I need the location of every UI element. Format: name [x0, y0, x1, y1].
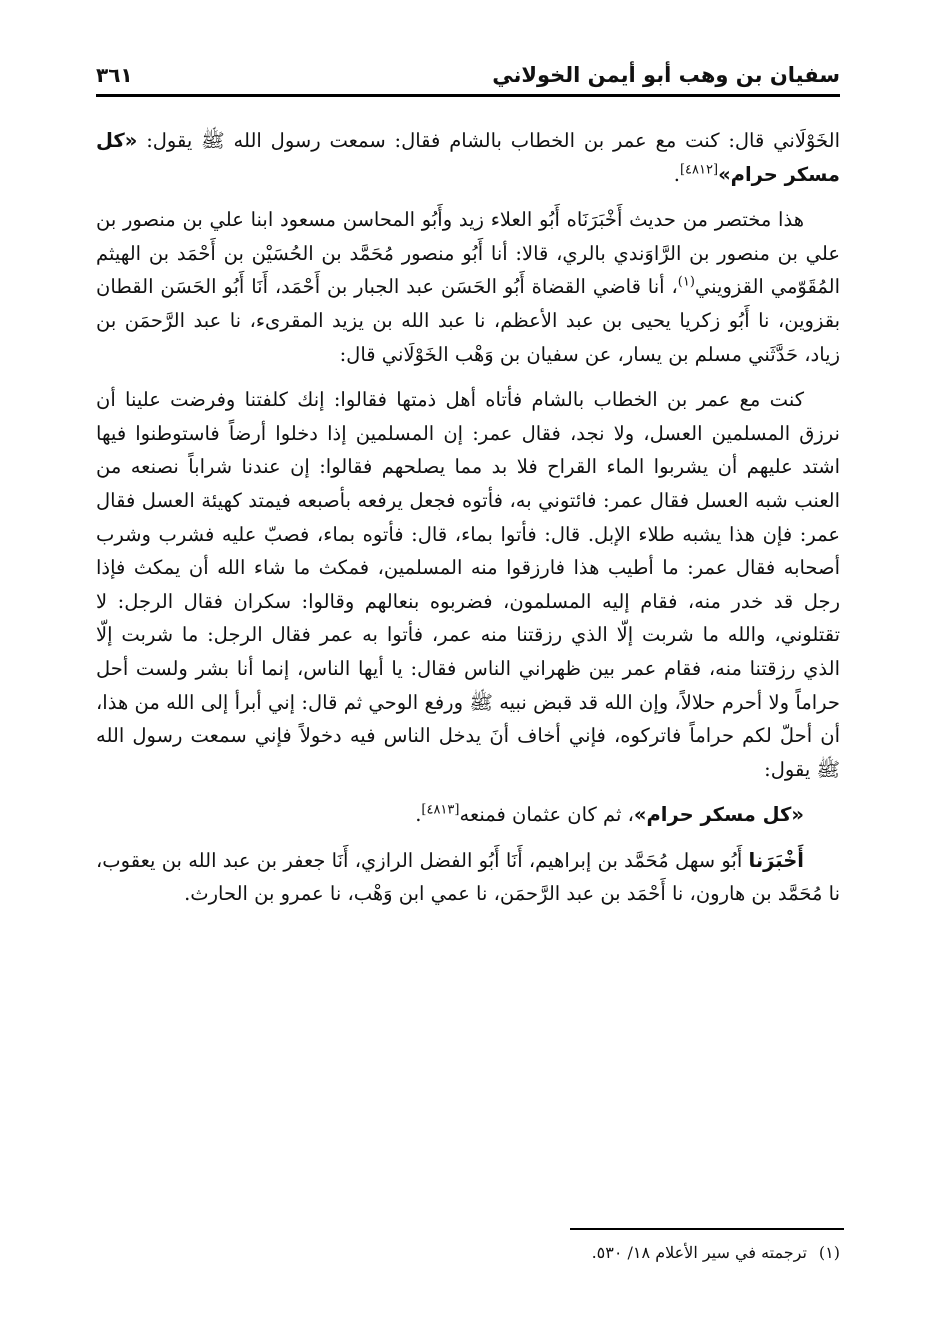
body-text [96, 124, 840, 923]
text-segment: . [673, 162, 680, 186]
hadith-number-ref: [٤٨١٣] [421, 802, 460, 818]
text-segment: هذا مختصر من حديث أَخْبَرَنَاه أَبُو العلاء زيد وأَبُو المحاسن مسعود ابنا علي بن منصور بن علي بن منصور بن الرَّاوَندي بالري، قالا: أنا أَبُو منصور مُحَمَّد بن الحُسَيْن بن أَحْمَد بن الهيثم المُقَوّمي القزويني [96, 208, 840, 299]
footnote [96, 1240, 840, 1266]
header-divider [96, 94, 840, 97]
hadith-quote: «كل مسكر حرام» [96, 129, 840, 186]
text-segment: ، ثم كان عثمان فمنعه [459, 803, 634, 827]
paragraph-2 [96, 203, 840, 371]
text-segment: كنت مع عمر بن الخطاب بالشام فأتاه أهل ذمتها فقالوا: إنك كلفتنا وفرضت علينا أن نرزق المسلمين العسل، ولا نجد، فقال عمر: إن المسلمين إذا دخلوا أرضاً فاستوطنوا فيها اشتد عليهم أن يشربوا الماء القراح فلا بد مما يصلحهم فقالوا: إن عندنا شراباً نصنعه من العنب شبه العسل فقال عمر: فائتوني به، فأتوه فجعل يرفعه بأصبعه فيمتد كهيئة العسل فقال عمر: فإن هذا يشبه طلاء الإبل. قال: فأتوا بماء، قال: فأتوه بماء، فصبّ عليه فشرب وشرب أصحابه فقال عمر: ما أطيب هذا فارزقوا منه المسلمين، فمكث ما شاء الله أن يمكث فإذا رجل قد خدر منه، فقام إليه المسلمون، فضربوه بنعالهم وقالوا: سكران فقال الرجل: لا تقتلوني، والله ما شربت إلّا الذي رزقتنا منه عمر، فأتوا به عمر فقال الرجل: ما شربت إلّا الذي رزقتنا منه، فقام عمر بين ظهراني الناس فقال: يا أيها الناس، إنما أنا بشر ولست أحل حراماً ولا أحرم حلالاً، وإن الله قد قبض نبيه ﷺ ورفع الوحي ثم قال: إني أبرأ إلى الله من هذا، أن أحلّ لكم حراماً فاتركوه، فإني أخاف أنَ يدخل الناس فيه دخولاً فإني سمعت رسول الله ﷺ يقول: [96, 388, 840, 781]
page-header [96, 58, 840, 92]
paragraph-3 [96, 383, 840, 786]
isnad-start: أَخْبَرَنا [748, 848, 804, 872]
footnote-number: (١) [818, 1243, 840, 1262]
running-title: سفيان بن وهب أبو أيمن الخولاني [492, 63, 840, 87]
text-segment: ، أنا قاضي القضاة أَبُو الحَسَن عبد الجبار بن أَحْمَد، أَنَا أَبُو الحَسَن القطان بقزوين، نا أَبُو زكريا يحيى بن عبد الأعظم، نا عبد الله بن يزيد المقرىء، نا عبد الرَّحمَن بن زياد، حَدَّثَني مسلم بن يسار، عن سفيان بن وَهْب الخَوْلَاني قال: [96, 275, 840, 366]
hadith-quote: «كل مسكر حرام» [633, 803, 804, 827]
text-segment: أَبُو سهل مُحَمَّد بن إبراهيم، أَنَا أَبُو الفضل الرازي، أَنَا جعفر بن عبد الله بن يعقوب، نا مُحَمَّد بن هارون، نا أَحْمَد بن عبد الرَّحمَن، نا عمي ابن وَهْب، نا عمرو بن الحارث. [96, 848, 840, 906]
hadith-number-ref: [٤٨١٢] [679, 162, 719, 178]
footnote-marker: (١) [677, 274, 695, 290]
text-segment: . [415, 803, 422, 827]
footnote-divider [570, 1228, 844, 1230]
paragraph-5 [96, 844, 840, 911]
footnote-text: ترجمته في سير الأعلام ١٨/ ٥٣٠. [591, 1243, 807, 1262]
text-segment: الخَوْلَاني قال: كنت مع عمر بن الخطاب بالشام فقال: سمعت رسول الله ﷺ يقول: [137, 129, 840, 152]
paragraph-1 [96, 124, 840, 191]
page-number: ٣٦١ [96, 63, 133, 87]
paragraph-4 [96, 798, 840, 832]
